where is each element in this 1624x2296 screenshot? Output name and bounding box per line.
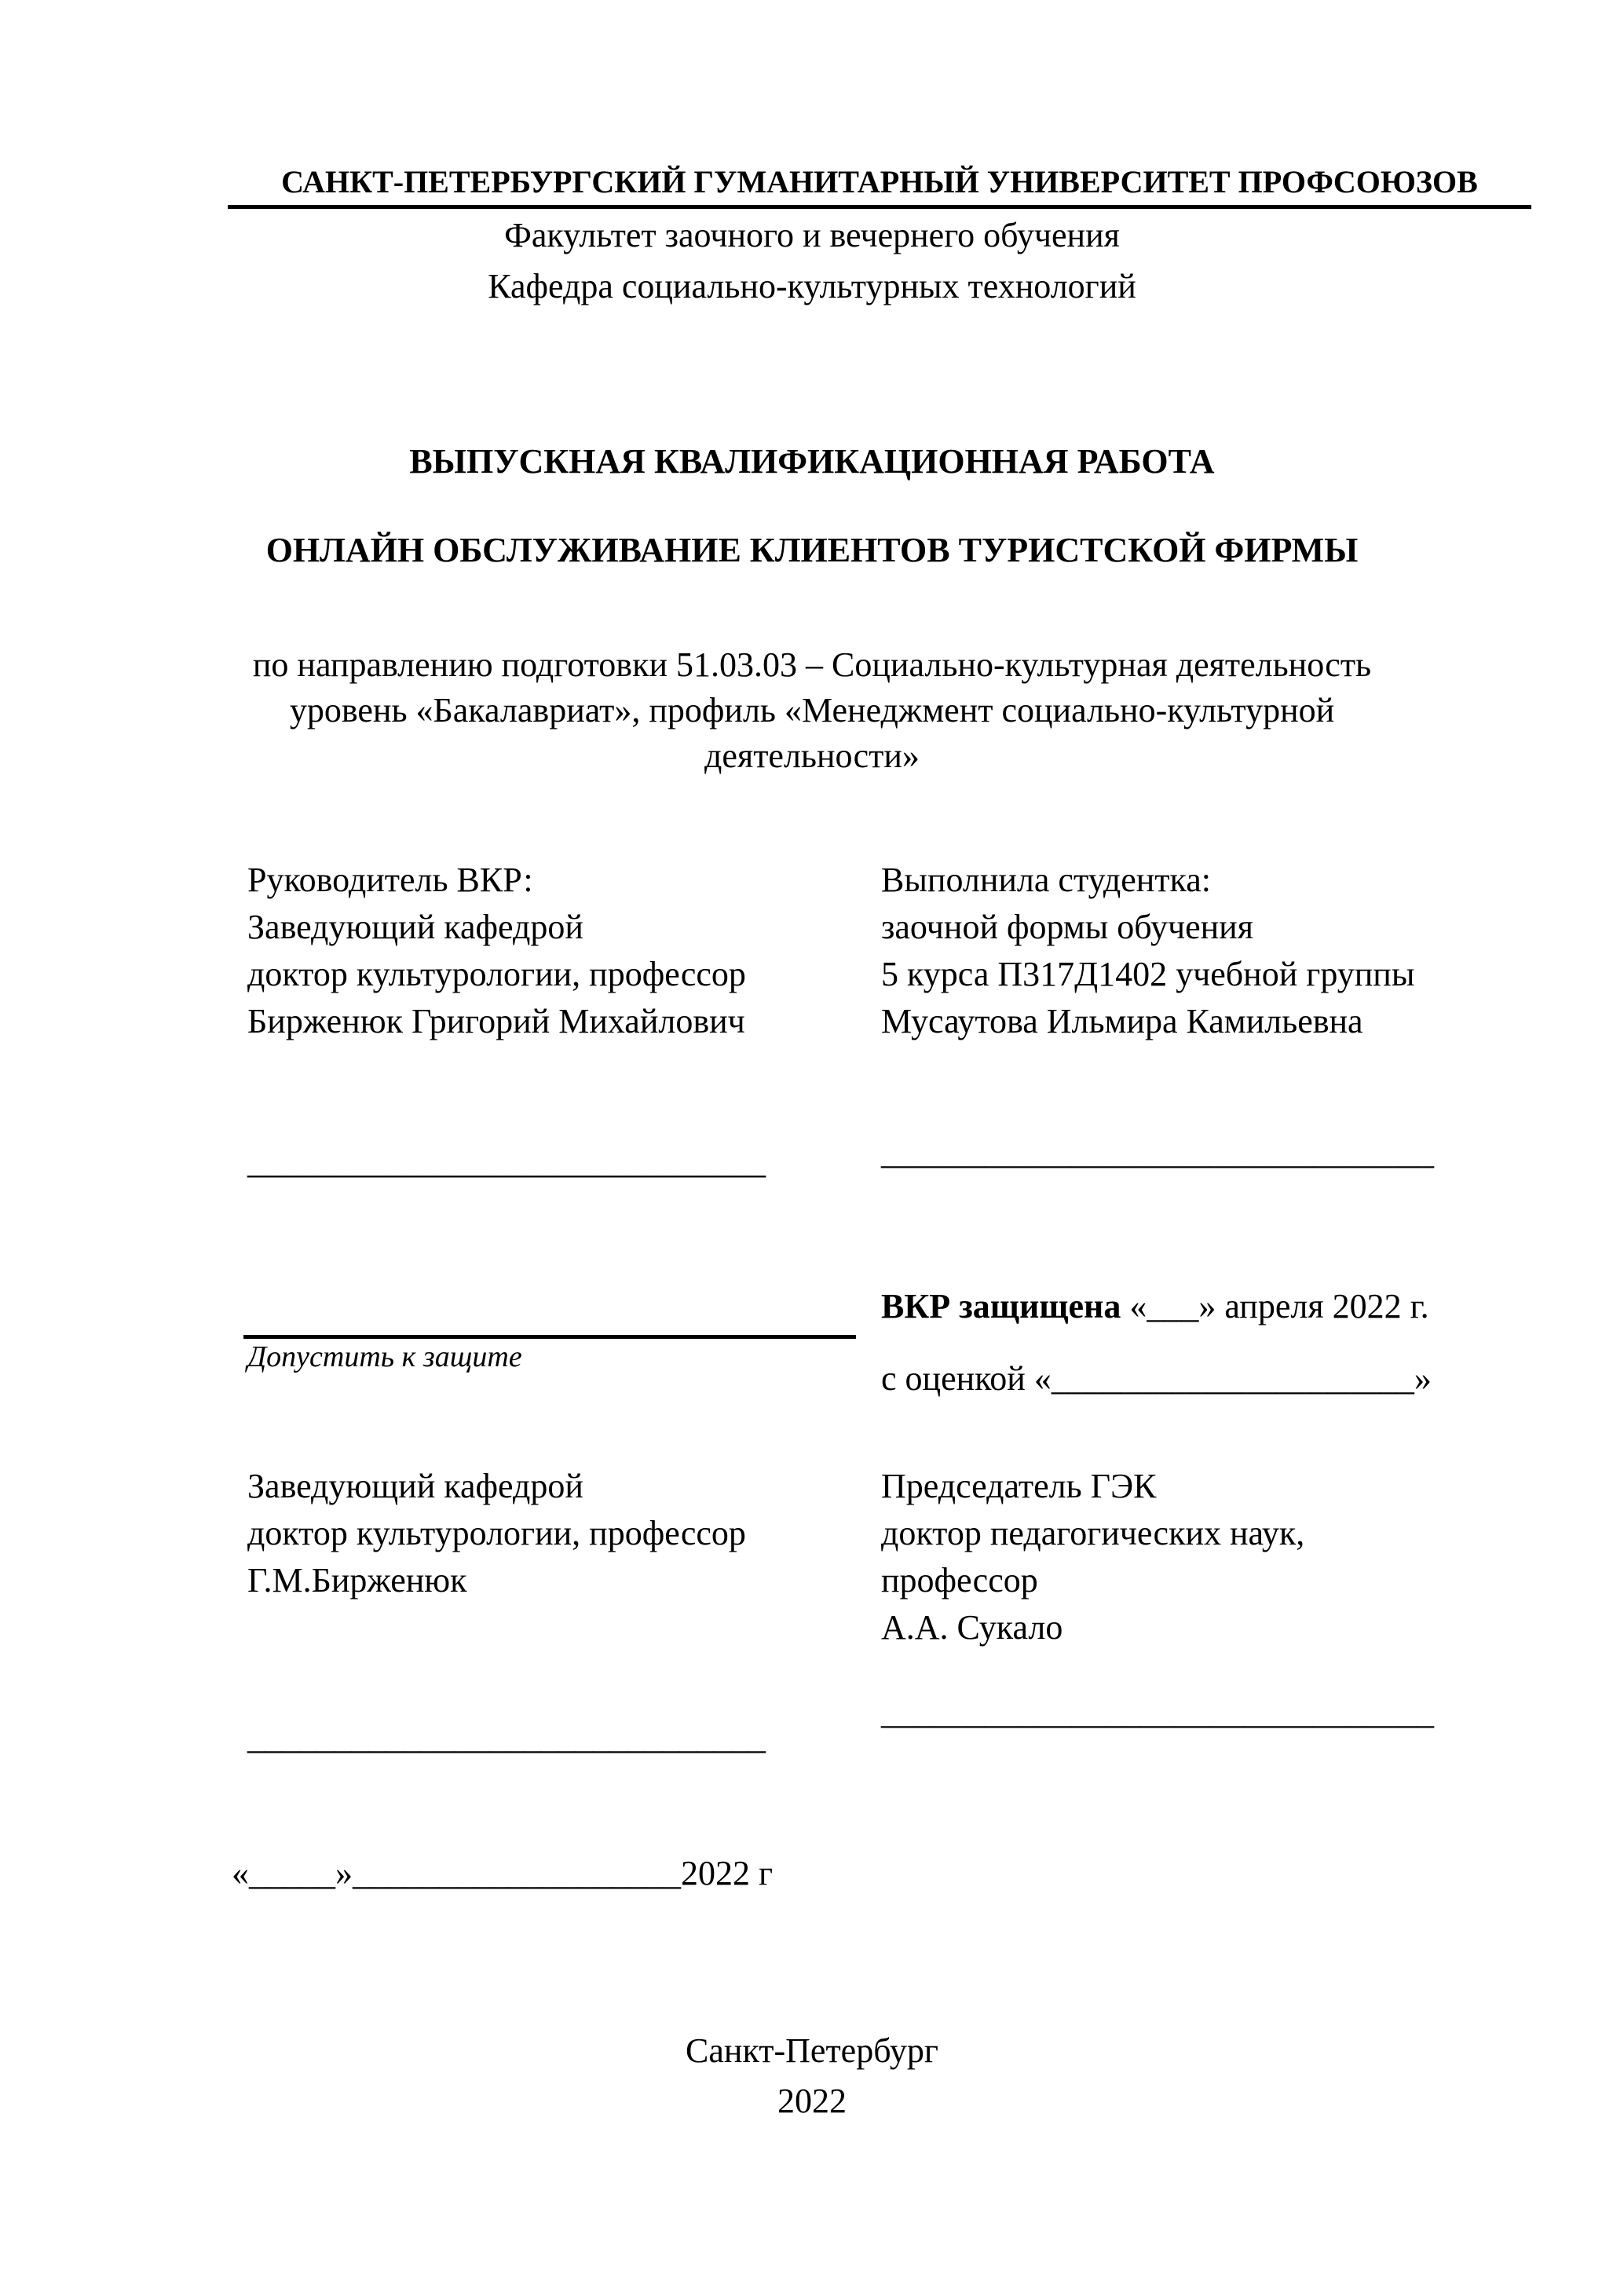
head-signature-line: ______________________________ [247,1718,766,1757]
chair-signature-line: ________________________________ [881,1693,1434,1731]
head-name: Г.М.Бирженюк [247,1561,467,1600]
supervisor-degree: доктор культурологии, профессор [247,955,746,993]
thesis-topic: ОНЛАЙН ОБСЛУЖИВАНИЕ КЛИЕНТОВ ТУРИСТСКОЙ ФИРМЫ [265,531,1359,569]
head-degree: доктор культурологии, профессор [247,1514,746,1552]
direction-line-3: деятельности» [704,737,920,775]
defense-date [881,1285,1429,1329]
header-rule [228,205,1531,209]
study-direction [0,642,1624,779]
student-name: Мусаутова Ильмира Камильевна [881,1002,1363,1040]
supervisor-label: Руководитель ВКР: [247,861,533,899]
student-block [881,858,1414,1047]
supervisor-position: Заведующий кафедрой [247,908,583,946]
university-name: САНКТ-ПЕТЕРБУРГСКИЙ ГУМАНИТАРНЫЙ УНИВЕРСИТЕТ ПРОФСОЮЗОВ [281,164,1478,199]
student-group: 5 курса П317Д1402 учебной группы [881,955,1415,993]
head-position: Заведующий кафедрой [247,1467,583,1505]
supervisor-signature-line: ______________________________ [247,1143,766,1181]
head-block [247,1464,746,1606]
chair-position: Председатель ГЭК [881,1467,1157,1505]
work-type-title: ВЫПУСКНАЯ КВАЛИФИКАЦИОННАЯ РАБОТА [409,442,1215,481]
year: 2022 [777,2082,847,2120]
city: Санкт-Петербург [686,2031,938,2070]
admission-label: Допустить к защите [247,1340,522,1373]
direction-line-2: уровень «Бакалавриат», профиль «Менеджмент социально-культурной [289,691,1335,729]
defense-grade: с оценкой «_____________________» [881,1359,1432,1398]
direction-line-1: по направлению подготовки 51.03.03 – Социально-культурная деятельность [252,645,1372,684]
student-signature-line: ________________________________ [881,1133,1434,1172]
chair-block [881,1464,1304,1653]
defense-date-text: «___» апреля 2022 г. [1121,1287,1429,1325]
chair-degree: доктор педагогических наук, [881,1514,1305,1552]
supervisor-name: Бирженюк Григорий Михайлович [247,1002,745,1040]
chair-name: А.А. Сукало [881,1608,1063,1647]
supervisor-block [247,858,746,1047]
student-form: заочной формы обучения [881,908,1253,946]
defense-label: ВКР защищена [881,1287,1121,1325]
faculty-name: Факультет заочного и вечернего обучения [504,216,1120,254]
chair-title: профессор [881,1561,1038,1600]
student-label: Выполнила студентка: [881,861,1211,899]
date-line: «_____»___________________2022 г [232,1854,774,1892]
department-name: Кафедра социально-культурных технологий [488,267,1136,305]
